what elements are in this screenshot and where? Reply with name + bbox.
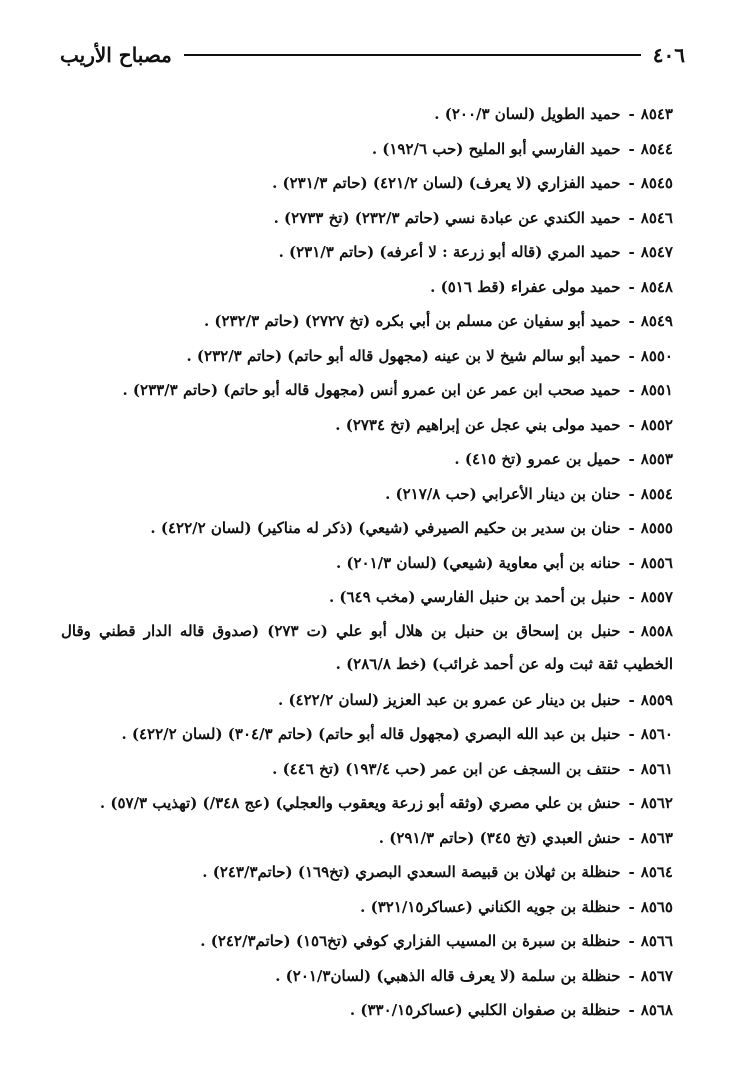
entry [61, 821, 673, 856]
entry [61, 132, 673, 167]
entry [61, 477, 673, 512]
entry-text: حنبل بن عبد الله البصري (مجهول قاله أبو حاتم) (حاتم ٣٠٤/٣) (لسان ٤٢٢/٢) . [121, 725, 621, 743]
entry [61, 786, 673, 821]
entry-number: ٨٥٦٦ [640, 932, 673, 950]
entry-number: ٨٥٤٤ [640, 139, 673, 158]
entry-dash: - [628, 725, 635, 743]
entry-text: حميد أبو سفيان عن مسلم بن أبي بكره (تخ ٢٧٢٧) (حاتم ٢٣٢/٣) . [203, 312, 621, 330]
entry-text: حميد مولى بني عجل عن إبراهيم (تخ ٢٧٣٤) . [335, 415, 621, 434]
entry-text: حنش العبدي (تخ ٣٤٥) (حاتم ٢٩١/٣) . [378, 828, 621, 847]
entry-text: حنانه بن أبي معاوية (شيعي) (لسان ٢٠١/٣) . [335, 553, 621, 572]
entry-dash: - [628, 450, 635, 468]
entry-number: ٨٥٤٨ [640, 277, 673, 296]
entry-number: ٨٥٥٣ [640, 450, 673, 468]
entry-number: ٨٥٦٨ [640, 1001, 673, 1019]
entry-dash: - [628, 621, 635, 640]
entry-dash: - [628, 932, 635, 950]
entry [61, 270, 673, 305]
entry-dash: - [628, 312, 635, 330]
entry-dash: - [628, 174, 635, 192]
entry-number: ٨٥٥٩ [640, 690, 673, 709]
entry-number: ٨٥٤٧ [640, 243, 673, 261]
entry [61, 304, 673, 339]
entry [61, 97, 673, 132]
entry [61, 855, 673, 890]
entry-text: حميد الطويل (لسان ٢٠٠/٣) . [434, 105, 621, 123]
entry-number: ٨٥٦١ [640, 759, 673, 778]
entry [61, 511, 673, 546]
header-rule [184, 54, 641, 56]
entry [61, 752, 673, 787]
entry-number: ٨٥٤٩ [640, 312, 673, 330]
entry [61, 166, 673, 201]
entry-text: حنبل بن أحمد بن حنبل الفارسي (مخب ٦٤٩) . [328, 588, 621, 606]
entry-text: حنظلة بن سبرة بن المسيب الفزاري كوفي (تخ١٥٦) (حاتم٢٤٢/٣) . [200, 932, 621, 950]
entry [61, 924, 673, 959]
entry-text: حنان بن سدير بن حكيم الصيرفي (شيعي) (ذكر له مناكير) (لسان ٤٢٢/٢) . [150, 519, 621, 537]
entry-dash: - [628, 105, 635, 123]
entry-number: ٨٥٤٣ [640, 105, 673, 123]
entry-number: ٨٥٦٤ [640, 863, 673, 881]
entry-text: حنظلة بن جويه الكناني (عساكر٣٢١/١٥) . [360, 897, 621, 916]
entry-text: حميد أبو سالم شيخ لا بن عينه (مجهول قاله أبو حاتم) (حاتم ٢٣٢/٣) . [186, 346, 621, 365]
entry-text: حنبل بن دينار عن عمرو بن عبد العزيز (لسان ٤٢٢/٢) . [278, 690, 621, 709]
entry-number: ٨٥٥٢ [640, 415, 673, 434]
entry-text: حنان بن دينار الأعرابي (حب ٢١٧/٨) . [385, 484, 621, 503]
entry-text: حنظلة بن صفوان الكلبي (عساكر٣٣٠/١٥) . [349, 1001, 621, 1019]
entry-dash: - [628, 759, 635, 778]
entry-number: ٨٥٥٧ [640, 588, 673, 606]
entry-number: ٨٥٦٥ [640, 897, 673, 916]
entry-text: حنش بن علي مصري (وثقه أبو زرعة ويعقوب والعجلي) (عج ٣٤٨/) (تهذيب ٥٧/٣) . [99, 794, 621, 812]
entry-text: حنظلة بن ثهلان بن قبيصة السعدي البصري (تخ١٦٩) (حاتم٢٤٣/٣) . [202, 863, 621, 881]
entry [61, 201, 673, 236]
entry [61, 993, 673, 1028]
entry-dash: - [628, 588, 635, 606]
entry-text: حميد الفزاري (لا يعرف) (لسان ٤٢١/٢) (حاتم ٢٣١/٣) . [272, 174, 621, 192]
entry-dash: - [628, 794, 635, 812]
entry-number: ٨٥٦٧ [640, 966, 673, 985]
entry-number: ٨٥٦٣ [640, 828, 673, 847]
entry-number: ٨٥٥٦ [640, 553, 673, 572]
page-number: ٤٠٦ [652, 43, 685, 67]
entry-number: ٨٥٥٠ [640, 346, 673, 365]
entry-dash: - [628, 863, 635, 881]
entry [61, 235, 673, 270]
entry [61, 339, 673, 374]
entry-text: حميد الفارسي أبو المليح (حب ١٩٢/٦) . [371, 139, 621, 158]
entry-number: ٨٥٦٠ [640, 725, 673, 743]
entry-text: حميل بن عمرو (تخ ٤١٥) . [454, 450, 621, 468]
entry-text: حنتف بن السجف عن ابن عمر (حب ١٩٣/٤) (تخ ٤٤٦) . [272, 759, 621, 778]
running-title: مصباح الأريب [60, 43, 172, 67]
entry [61, 408, 673, 443]
entry-number: ٨٥٥١ [640, 381, 673, 399]
entry-dash: - [628, 208, 635, 227]
entry [61, 683, 673, 718]
entry-dash: - [628, 553, 635, 572]
entry-dash: - [628, 828, 635, 847]
entry-dash: - [628, 381, 635, 399]
entry-text: حميد المري (قاله أبو زرعة : لا أعرفه) (حاتم ٢٣١/٣) . [278, 243, 621, 261]
entry-dash: - [628, 243, 635, 261]
entry-text: حنبل بن إسحاق بن حنبل بن هلال أبو علي (ت ٢٧٣) (صدوق قاله الدار قطني وقال الخطيب ثقة ثبت وله عن أحمد غرائب) (خط ٢٨٦/٨) . [61, 621, 673, 673]
entry-dash: - [628, 690, 635, 709]
entry-number: ٨٥٥٥ [640, 519, 673, 537]
entry-number: ٨٥٤٦ [640, 208, 673, 227]
entry [61, 959, 673, 994]
entry-dash: - [628, 1001, 635, 1019]
entry-text: حميد صحب ابن عمر عن ابن عمرو أنس (مجهول قاله أبو حاتم) (حاتم ٢٣٣/٣) . [122, 381, 621, 399]
entry-dash: - [628, 897, 635, 916]
entry-dash: - [628, 346, 635, 365]
entry-dash: - [628, 519, 635, 537]
entry-text: حميد مولى عفراء (قط ٥١٦) . [430, 277, 621, 296]
entry [61, 717, 673, 752]
entry-number: ٨٥٦٢ [640, 794, 673, 812]
entry [61, 442, 673, 477]
entry-number: ٨٥٥٤ [640, 484, 673, 503]
page-header [60, 38, 685, 72]
entry-dash: - [628, 966, 635, 985]
entry [61, 373, 673, 408]
entry-dash: - [628, 484, 635, 503]
entry-text: حميد الكندي عن عبادة نسي (حاتم ٢٣٢/٣) (تخ ٢٧٣٣) . [273, 208, 621, 227]
entry-number: ٨٥٤٥ [640, 174, 673, 192]
entry [61, 890, 673, 925]
entry-dash: - [628, 415, 635, 434]
entry-dash: - [628, 277, 635, 296]
entries-list [61, 97, 673, 1028]
entry-dash: - [628, 139, 635, 158]
entry [61, 615, 673, 681]
entry [61, 580, 673, 615]
entry-number: ٨٥٥٨ [640, 621, 673, 640]
entry-text: حنظلة بن سلمة (لا يعرف قاله الذهبي) (لسان٢٠١/٣) . [275, 966, 621, 985]
entry [61, 546, 673, 581]
